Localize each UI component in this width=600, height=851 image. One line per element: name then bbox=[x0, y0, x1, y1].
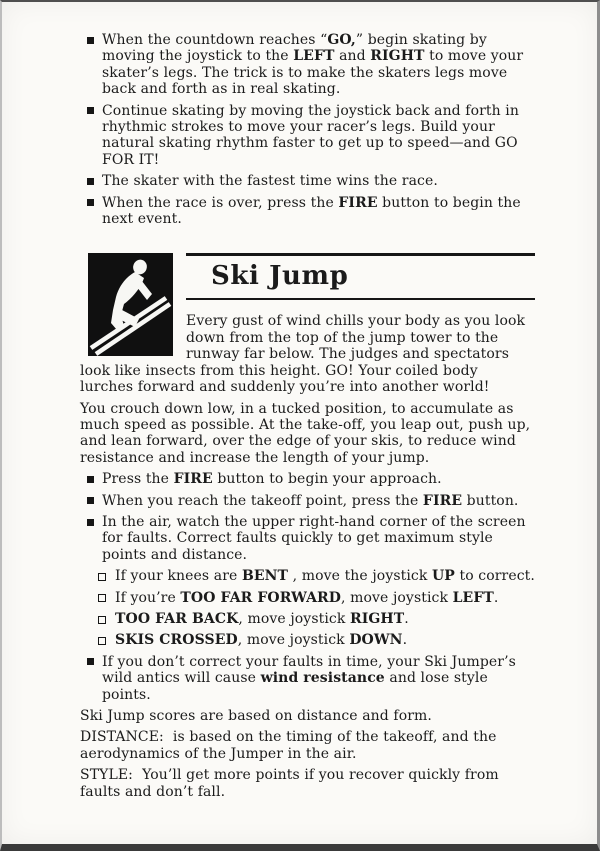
text-segment: and bbox=[334, 48, 371, 65]
text-segment: and lose style points. bbox=[102, 670, 488, 703]
bullet-item bbox=[80, 514, 535, 563]
text-segment: BENT bbox=[241, 568, 289, 585]
text-segment: In the air, watch the upper right-hand corner of the screen for faults. Correct faults quickly to get maximum style points and distance. bbox=[102, 513, 526, 563]
open-square-bullet-icon bbox=[98, 594, 106, 602]
bullet-item bbox=[80, 195, 535, 228]
bullet-item bbox=[80, 493, 535, 509]
text-segment: TOO FAR BACK bbox=[115, 610, 239, 627]
text-segment: ” begin skating by moving the joystick to the bbox=[102, 32, 487, 65]
text-segment: wind resistance bbox=[260, 670, 385, 687]
ski-jump-body bbox=[80, 313, 535, 800]
text-segment: button. bbox=[462, 492, 519, 509]
text-segment: LEFT bbox=[452, 589, 494, 606]
text-segment: If your knees are bbox=[115, 568, 242, 585]
text-segment: , move joystick bbox=[237, 632, 350, 649]
bullet-item bbox=[80, 471, 535, 487]
text-segment: When you reach the takeoff point, press the bbox=[102, 492, 423, 509]
sub-bullet-item bbox=[80, 568, 535, 584]
filled-square-bullet-icon bbox=[87, 37, 94, 44]
filled-square-bullet-icon bbox=[87, 107, 94, 114]
text-segment: Ski Jump scores are based on distance and form. bbox=[80, 708, 432, 724]
text-segment: . bbox=[404, 610, 409, 627]
filled-square-bullet-icon bbox=[87, 497, 94, 504]
text-segment: The skater with the fastest time wins the race. bbox=[102, 173, 438, 190]
text-segment: RIGHT bbox=[370, 48, 425, 65]
sub-bullet-item bbox=[80, 611, 535, 627]
text-segment: LEFT bbox=[293, 48, 335, 65]
text-segment: SKIS CROSSED bbox=[115, 632, 238, 649]
text-segment: If you’re bbox=[115, 589, 181, 606]
skating-section bbox=[80, 32, 535, 227]
bullet-item bbox=[80, 32, 535, 98]
text-segment: . bbox=[402, 632, 408, 649]
text-segment: to move your skater’s legs. The trick is to make the skaters legs move back and forth as in real skating. bbox=[102, 48, 524, 98]
text-segment: DOWN bbox=[349, 632, 403, 649]
text-segment: If you don’t correct your faults in time, your Ski Jumper’s wild antics will cause bbox=[102, 653, 516, 687]
text-segment: FIRE bbox=[173, 471, 213, 488]
paragraph bbox=[80, 401, 535, 467]
text-segment: You crouch down low, in a tucked position, to accumulate as much speed as possible. At the take-off, you leap out, push up, and lean forward, over the edge of your skis, to reduce wind resistance and increase the length of your jump. bbox=[80, 400, 531, 466]
text-segment: UP bbox=[432, 568, 455, 585]
bullet-item bbox=[80, 103, 535, 169]
sub-bullet-item bbox=[80, 632, 535, 648]
text-segment: STYLE: You’ll get more points if you recover quickly from faults and don’t fall. bbox=[80, 767, 499, 800]
paragraph bbox=[80, 708, 535, 724]
paragraph bbox=[80, 729, 535, 762]
text-segment: , move joystick bbox=[341, 589, 453, 606]
skating-bullet-list bbox=[80, 32, 535, 227]
text-segment: FIRE bbox=[338, 194, 378, 211]
text-segment: . bbox=[493, 589, 499, 606]
text-segment: button to begin your approach. bbox=[212, 471, 442, 488]
text-segment: When the race is over, press the bbox=[102, 194, 339, 211]
open-square-bullet-icon bbox=[98, 637, 106, 645]
filled-square-bullet-icon bbox=[87, 178, 94, 185]
text-segment: When the countdown reaches “ bbox=[102, 32, 328, 48]
ski-jump-section bbox=[80, 253, 535, 800]
page-content bbox=[80, 32, 535, 805]
text-segment: RIGHT bbox=[349, 610, 405, 627]
text-segment: , move joystick bbox=[238, 610, 350, 627]
text-segment: TOO FAR FORWARD bbox=[180, 589, 342, 606]
ski-jump-header bbox=[80, 253, 535, 300]
text-segment: Press the bbox=[102, 471, 174, 488]
text-segment: FIRE bbox=[422, 492, 463, 509]
filled-square-bullet-icon bbox=[87, 658, 94, 665]
filled-square-bullet-icon bbox=[87, 199, 94, 206]
filled-square-bullet-icon bbox=[87, 519, 94, 526]
text-segment: button to begin the next event. bbox=[102, 194, 521, 228]
text-segment: GO, bbox=[327, 32, 356, 48]
open-square-bullet-icon bbox=[98, 573, 106, 581]
section-title: Ski Jump bbox=[211, 261, 349, 292]
text-segment: DISTANCE: is based on the timing of the takeoff, and the aerodynamics of the Jumper in the air. bbox=[80, 729, 497, 762]
text-segment: Continue skating by moving the joystick back and forth in rhythmic strokes to move your racer’s legs. Build your natural skating rhythm faster to get up to speed—and GO FOR IT! bbox=[102, 102, 519, 168]
bullet-item bbox=[80, 654, 535, 703]
open-square-bullet-icon bbox=[98, 616, 106, 624]
text-segment: , move the joystick bbox=[288, 568, 432, 585]
sub-bullet-item bbox=[80, 590, 535, 606]
text-segment: Every gust of wind chills your body as you look down from the top of the jump tower to the runway far below. The judges and spectators look like insects from this height. GO! Your coiled body lurches forward and suddenly you’re into another world! bbox=[80, 313, 526, 396]
text-segment: to correct. bbox=[454, 568, 535, 585]
paragraph bbox=[80, 767, 535, 800]
bullet-item bbox=[80, 173, 535, 189]
section-heading-rule bbox=[186, 253, 535, 300]
ski-jumper-icon bbox=[88, 253, 173, 356]
filled-square-bullet-icon bbox=[87, 476, 94, 483]
